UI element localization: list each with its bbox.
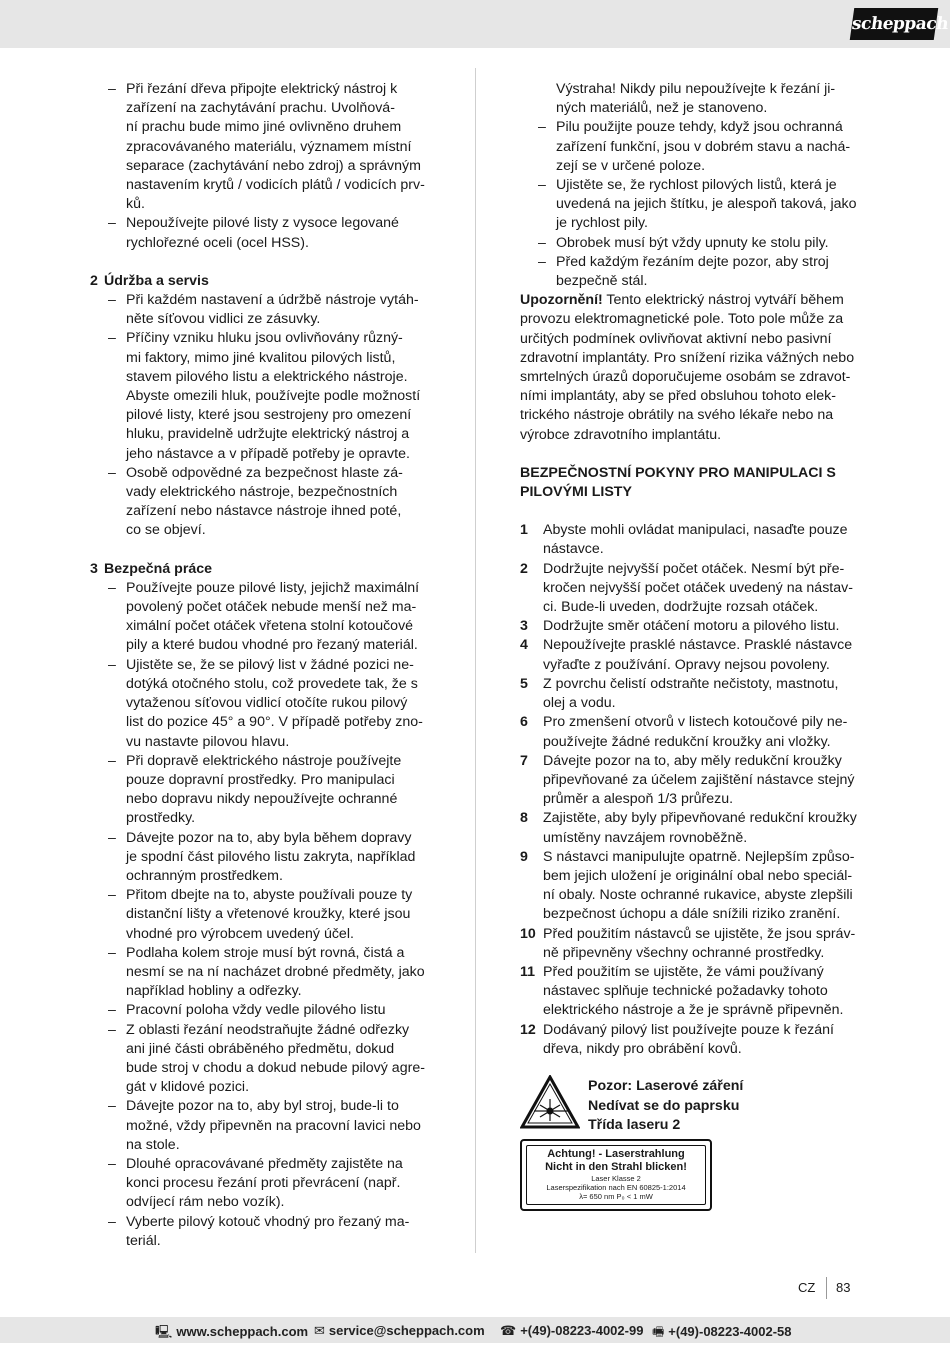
footer-bar [0,1317,950,1343]
numbered-item [520,848,859,867]
bullet-item: – Dávejte pozor na to, aby byl stroj, bude-li to [90,1097,430,1116]
bullet-line: separace (zachytávání nebo zdroj) a správným [126,157,421,174]
header-bar [0,0,950,48]
section-title: Údržba a servis [104,272,209,289]
item-text: Dodávaný pilový list používejte pouze k řezání [543,1021,835,1038]
fax-icon: 🖷 [652,1324,665,1339]
numbered-item [520,752,859,771]
item-text: Zajistěte, aby byly připevňované redukční kroužky [543,810,857,827]
bullet-line: je spodní část pilového listu zakryta, například [126,848,416,865]
item-text: Před použitím se ujistěte, že vámi používaný [543,963,824,980]
bullet-item: – Z oblasti řezání neodstraňujte žádné odřezky [90,1021,430,1040]
laser-warning-icon [520,1075,580,1129]
bullet-line: uvedená na jejich štítku, je alespoň taková, jako [556,196,857,213]
numbered-item [520,617,859,636]
bullet-item: – Obrobek musí být vždy upnuty ke stolu pily. [520,234,859,253]
bullet-line: zařízení funkční, jsou v dobrém stavu a nachá- [556,138,851,155]
section-heading [90,272,430,291]
bullet-line: zařízení nebo nástavce nástroje ihned poté, [126,503,402,520]
laser-warning-text [588,1077,743,1136]
laser-label [520,1139,712,1211]
bullet-line: vu nastavte pilovou hlavu. [126,733,290,750]
bullet-item: – Ujistěte se, že se pilový list v žádné pozici ne- [90,656,430,675]
item-line: elektrického nástroje a že je správně připevněn. [543,1002,844,1019]
laser-label-line2: Nicht in den Strahl blicken! [545,1161,687,1173]
item-text: Pro zmenšení otvorů v listech kotoučové pily ne- [543,714,848,731]
numbered-item [520,636,859,655]
left-column [90,80,430,1251]
bullet-line: dotýká otočného stolu, což provedete tak, že s [126,675,418,692]
notice-line: smrtelných úrazů doporučujeme osobám se zdravot- [520,369,851,386]
bullet-line: bude stroj v chodu a dokud nebude pilový agre- [126,1059,425,1076]
item-number: 3 [520,618,528,635]
numbered-item [520,925,859,944]
item-line: bem jejich uložení je originální obal nebo speciál- [543,867,853,884]
bullet-line: co se objeví. [126,522,206,539]
notice-paragraph [520,291,859,310]
bullet-line: povolený počet otáček nebude menší než ma- [126,599,417,616]
bullet-line: gát v klidové pozici. [126,1079,250,1096]
bullet-line: teriál. [126,1232,161,1249]
item-line: ně připevněny všechny ochranné prostředky. [543,944,825,961]
footer-phone[interactable]: ☎ +(49)-08223-4002-99 [500,1323,644,1338]
bullet-line: něte síťovou vidlici ze zásuvky. [126,311,321,328]
bullet-line: ní prachu bude mimo jiné ovlivněno druhem [126,119,402,136]
bullet-item: – Pilu použijte pouze tehdy, když jsou ochranná [520,118,859,137]
laser-warning-line: Pozor: Laserové záření [588,1078,744,1094]
bullet-line: rychlořezné oceli (ocel HSS). [126,234,309,251]
item-number: 12 [520,1021,536,1038]
item-line: připevňované za účelem zajištění nástavce stejný [543,771,855,788]
item-line: průměr a alespoň 1/3 průřezu. [543,791,734,808]
item-line: vyřaďte z používání. Opravy nejsou povoleny. [543,656,830,673]
notice-line: ními implantáty, aby se před obsluhou tohoto elek- [520,388,836,405]
item-line: nástavec splňuje technické požadavky tohoto [543,983,828,1000]
column-divider [475,68,476,1253]
bullet-item: – Nepoužívejte pilové listy z vysoce legované [90,214,430,233]
item-number: 8 [520,810,528,827]
item-number: 2 [520,560,528,577]
bullet-line: list do pozice 45° a 90°. V případě potřeby zno- [126,714,423,731]
laser-label-line4: Laserspezifikation nach EN 60825-1:2014 [546,1183,686,1192]
item-number: 10 [520,925,536,942]
item-number: 6 [520,714,528,731]
bullet-line: pily a které budou vhodné pro řezaný materiál. [126,637,418,654]
section-number: 2 [90,272,98,289]
laser-warning-line: Třída laseru 2 [588,1117,681,1133]
safety-heading-line: PILOVÝMI LISTY [520,484,632,501]
bullet-line: vytaženou síťovou vidlicí otočíte rukou pilový [126,695,408,712]
bullet-line: možné, vždy připevněn na pracovní lavici nebo [126,1117,421,1134]
bullet-line: nebo dopravu nikdy nepoužívejte ochranné [126,791,398,808]
notice-text: Tento elektrický nástroj vytváří během [602,292,844,309]
bullet-line: jeho nástavce a v případě potřeby je opravte. [126,445,410,462]
item-text: Z povrchu čelistí odstraňte nečistoty, mastnotu, [543,675,839,692]
bullet-line: hluku, pravidelně udržujte elektrický nástroj a [126,426,410,443]
item-text: Před použitím nástavců se ujistěte, že jsou správ- [543,925,856,942]
bullet-item: – Vyberte pilový kotouč vhodný pro řezaný ma- [90,1213,430,1232]
safety-heading [520,464,859,502]
numbered-item [520,521,859,540]
footer-website[interactable]: 🖳 www.scheppach.com [155,1324,309,1339]
notice-label: Upozornění! [520,292,603,309]
bullet-line: ximální počet otáček vřetena stolní kotoučové [126,618,414,635]
bullet-item: – Ujistěte se, že rychlost pilových listů, která je [520,176,859,195]
bullet-line: pilové listy, které jsou sestrojeny pro omezení [126,407,412,424]
laser-label-line1: Achtung! - Laserstrahlung [547,1148,685,1160]
numbered-item [520,963,859,982]
bullet-item: – Používejte pouze pilové listy, jejichž maximální [90,579,430,598]
section-heading [90,560,430,579]
bullet-line: bezpečně stál. [556,273,648,290]
item-line: používejte žádné redukční kroužky ani vložky. [543,733,831,750]
footer-email[interactable]: ✉ service@scheppach.com [314,1323,485,1338]
item-text: S nástavci manipulujte opatrně. Nejlepším způso- [543,848,855,865]
right-column [520,80,859,1059]
footer-separator [826,1277,827,1299]
numbered-item [520,560,859,579]
monitor-icon: 🖳 [155,1324,173,1339]
bullet-item: – Dlouhé opracovávané předměty zajistěte na [90,1155,430,1174]
bullet-item: – Při řezání dřeva připojte elektrický nástroj k [90,80,430,99]
laser-warning-line: Nedívat se do paprsku [588,1097,740,1114]
laser-label-line3: Laser Klasse 2 [591,1174,641,1183]
numbered-item [520,675,859,694]
bullet-line: konci procesu řezání proti převrácení (např. [126,1175,401,1192]
bullet-line: prostředky. [126,810,196,827]
laser-warning [520,1075,860,1215]
item-text: Dávejte pozor na to, aby měly redukční kroužky [543,752,842,769]
section-number: 3 [90,560,98,577]
bullet-line: nesmí se na ní nacházet drobné předměty, jako [126,963,425,980]
item-line: umístěny navzájem rovnoběžně. [543,829,748,846]
notice-line: určitých podmínek ovlivňovat aktivní nebo pasivní [520,330,832,347]
item-number: 7 [520,752,528,769]
mail-icon: ✉ [314,1323,325,1338]
scheppach-logo: scheppach [850,8,938,40]
bullet-line: mi faktory, mimo jiné kvalitou pilových listů, [126,349,396,366]
bullet-line: ných materiálů, než je stanoveno. [556,100,768,117]
item-line: dřeva, nikdy pro obrábění kovů. [543,1040,742,1057]
bullet-line: například hobliny a odřezky. [126,983,302,1000]
page-number: 83 [836,1280,851,1295]
bullet-line: ani jiné části obráběného předmětu, dokud [126,1040,395,1057]
notice-line: provozu elektromagnetické pole. Toto pole může za [520,311,844,328]
item-text: Nepoužívejte prasklé nástavce. Prasklé nástavce [543,637,853,654]
bullet-line: nastavením krytů / vodicích plátů / vodicích prv- [126,177,425,194]
bullet-item: – Osobě odpovědné za bezpečnost hlaste zá- [90,464,430,483]
bullet-line: pouze dopravní prostředky. Pro manipulaci [126,771,395,788]
numbered-item [520,809,859,828]
footer-fax: 🖷 +(49)-08223-4002-58 [652,1324,792,1339]
bullet-item: – Příčiny vzniku hluku jsou ovlivňovány různý- [90,329,430,348]
bullet-item: – Dávejte pozor na to, aby byla během dopravy [90,829,430,848]
item-text: Abyste mohli ovládat manipulaci, nasaďte pouze [543,522,848,539]
bullet-item: – Přitom dbejte na to, abyste používali pouze ty [90,886,430,905]
bullet-line: zpracovávaného materiálu, významem místní [126,138,412,155]
item-line: ní obaly. Noste ochranné rukavice, abyste zlepšili [543,887,853,904]
item-line: nástavce. [543,541,604,558]
bullet-line: zařízení na zachytávání prachu. Uvolňová- [126,100,395,117]
bullet-line: stavem pilového listu a elektrického nástroje. [126,368,408,385]
item-text: Dodržujte nejvyšší počet otáček. Nesmí být pře- [543,560,845,577]
notice-line: zdravotní implantáty. Pro snížení rizika vážných nebo [520,349,855,366]
laser-label-line5: λ= 650 nm P₀ < 1 mW [579,1192,653,1201]
item-number: 9 [520,848,528,865]
item-number: 4 [520,637,528,654]
safety-heading-line: BEZPEČNOSTNÍ POKYNY PRO MANIPULACI S [520,464,836,481]
bullet-item: – Podlaha kolem stroje musí být rovná, čistá a [90,944,430,963]
bullet-item: – Při každém nastavení a údržbě nástroje vytáh- [90,291,430,310]
numbered-item [520,1021,859,1040]
bullet-item: – Pracovní poloha vždy vedle pilového listu [90,1001,430,1020]
footer-language: CZ [798,1280,816,1295]
bullet-item: – Před každým řezáním dejte pozor, aby stroj [520,253,859,272]
numbered-item [520,713,859,732]
bullet-line: vady elektrického nástroje, bezpečnostních [126,484,398,501]
item-line: kročen nejvyšší počet otáček uvedený na nástav- [543,579,853,596]
item-line: bezpečnost úchopu a dále snížili riziko zranění. [543,906,841,923]
bullet-line: vhodné pro výrobcem uvedený účel. [126,925,354,942]
item-number: 5 [520,675,528,692]
bullet-line: na stole. [126,1136,180,1153]
bullet-item: – Při dopravě elektrického nástroje používejte [90,752,430,771]
item-text: Dodržujte směr otáčení motoru a pilového listu. [543,618,840,635]
bullet-line: je rychlost pily. [556,215,648,232]
item-number: 11 [520,963,535,980]
bullet-line: odvíjecí rám nebo vozík). [126,1194,285,1211]
section-title: Bezpečná práce [104,560,213,577]
item-number: 1 [520,522,528,539]
item-line: olej a vodu. [543,695,616,712]
notice-line: trického nástroje obrátily na svého lékaře nebo na [520,407,834,424]
item-line: ci. Bude-li uveden, dodržujte rozsah otáček. [543,599,819,616]
bullet-line: ků. [126,196,145,213]
bullet-line: zejí se v určené poloze. [556,157,706,174]
bullet-line: Výstraha! Nikdy pilu nepoužívejte k řezání ji- [556,81,836,97]
notice-line: výrobce zdravotního implantátu. [520,426,722,443]
bullet-line: Abyste omezili hluk, používejte podle možností [126,388,421,405]
phone-icon: ☎ [500,1323,517,1338]
bullet-line: distanční lišty a vřetenové kroužky, které jsou [126,906,411,923]
bullet-line: ochranným prostředkem. [126,867,283,884]
